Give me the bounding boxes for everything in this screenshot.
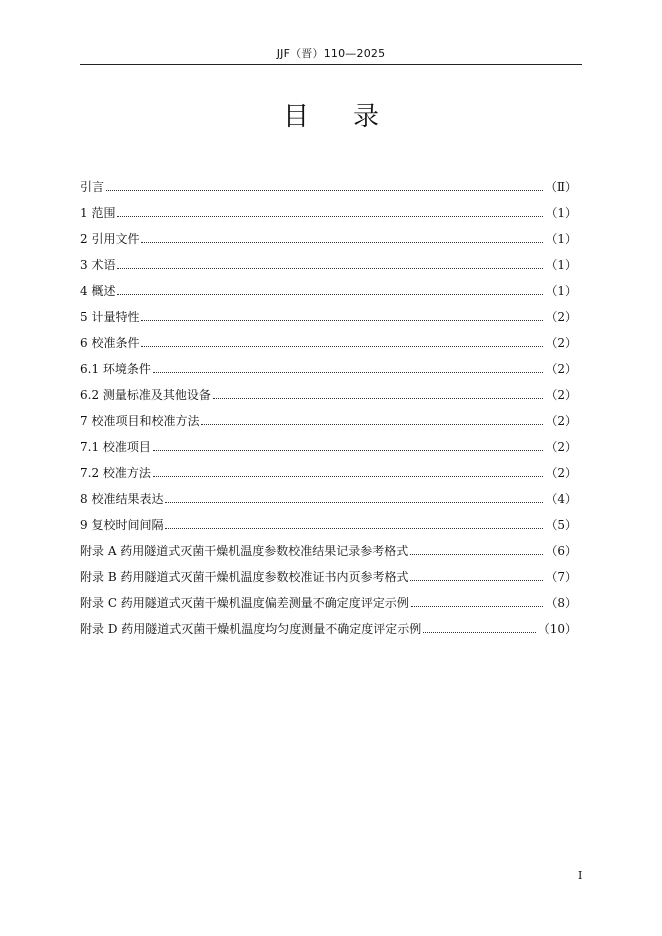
toc-entry-page: （2）: [545, 310, 577, 324]
toc-entry-page: （2）: [545, 440, 577, 454]
toc-entry-page: （1）: [545, 258, 577, 272]
toc-entry-label: 7.1 校准项目: [80, 440, 151, 454]
toc-entry-page: （2）: [545, 388, 577, 402]
toc-dot-leader: [117, 268, 543, 269]
toc-dot-leader: [410, 554, 543, 555]
toc-entry[interactable]: [80, 405, 577, 431]
toc-entry-page: （2）: [545, 336, 577, 350]
toc-entry[interactable]: [80, 197, 577, 223]
toc-entry[interactable]: [80, 561, 577, 587]
toc-entry[interactable]: [80, 535, 577, 561]
toc-entry[interactable]: [80, 353, 577, 379]
toc-entry-page: （6）: [545, 544, 577, 558]
toc-entry[interactable]: [80, 431, 577, 457]
toc-entry[interactable]: [80, 587, 577, 613]
toc-entry[interactable]: [80, 483, 577, 509]
toc-dot-leader: [153, 476, 543, 477]
toc-entry-label: 9 复校时间间隔: [80, 518, 164, 532]
toc-entry-label: 6.1 环境条件: [80, 362, 151, 376]
toc-entry[interactable]: [80, 457, 577, 483]
toc-entry-label: 6 校准条件: [80, 336, 140, 350]
page-title: 目录: [282, 102, 423, 132]
toc-entry-page: （7）: [545, 570, 577, 584]
header-rule: [80, 64, 582, 65]
toc-dot-leader: [153, 372, 543, 373]
toc-dot-leader: [213, 398, 543, 399]
toc-entry-label: 附录 A 药用隧道式灭菌干燥机温度参数校准结果记录参考格式: [80, 544, 409, 558]
toc-dot-leader: [165, 528, 543, 529]
toc-entry[interactable]: [80, 171, 577, 197]
toc-entry-label: 7 校准项目和校准方法: [80, 414, 200, 428]
toc-entry-page: （2）: [545, 466, 577, 480]
toc-entry-label: 5 计量特性: [80, 310, 140, 324]
toc-entry-page: （1）: [545, 284, 577, 298]
toc-entry-label: 引言: [80, 180, 105, 194]
toc-dot-leader: [410, 580, 543, 581]
running-header: JJF（晋）110—2025: [276, 47, 386, 60]
toc-entry-page: （Ⅱ）: [544, 180, 577, 194]
toc-dot-leader: [423, 632, 535, 633]
toc-entry[interactable]: [80, 249, 577, 275]
toc-entry-page: （8）: [545, 596, 577, 610]
toc-entry-label: 1 范围: [80, 206, 116, 220]
toc-entry[interactable]: [80, 613, 577, 639]
toc-dot-leader: [141, 346, 543, 347]
toc-entry-page: （10）: [537, 622, 577, 636]
toc-entry[interactable]: [80, 379, 577, 405]
toc-entry[interactable]: [80, 327, 577, 353]
toc-dot-leader: [141, 242, 543, 243]
toc-entry[interactable]: [80, 275, 577, 301]
toc-entry-page: （2）: [545, 414, 577, 428]
table-of-contents: [80, 171, 577, 639]
toc-entry-label: 4 概述: [80, 284, 116, 298]
toc-entry[interactable]: [80, 223, 577, 249]
toc-dot-leader: [141, 320, 543, 321]
toc-entry-page: （4）: [545, 492, 577, 506]
page-number: I: [578, 869, 583, 882]
toc-entry-label: 附录 C 药用隧道式灭菌干燥机温度偏差测量不确定度评定示例: [80, 596, 409, 610]
toc-dot-leader: [201, 424, 543, 425]
toc-entry-label: 8 校准结果表达: [80, 492, 164, 506]
toc-dot-leader: [411, 606, 544, 607]
toc-entry-page: （1）: [545, 206, 577, 220]
toc-entry-page: （5）: [545, 518, 577, 532]
toc-entry-page: （1）: [545, 232, 577, 246]
toc-entry-label: 2 引用文件: [80, 232, 140, 246]
toc-entry[interactable]: [80, 509, 577, 535]
toc-entry-label: 7.2 校准方法: [80, 466, 151, 480]
toc-entry-label: 6.2 测量标准及其他设备: [80, 388, 211, 402]
toc-dot-leader: [153, 450, 543, 451]
toc-dot-leader: [165, 502, 543, 503]
toc-entry-label: 3 术语: [80, 258, 116, 272]
toc-dot-leader: [117, 294, 543, 295]
toc-dot-leader: [106, 190, 543, 191]
toc-dot-leader: [117, 216, 543, 217]
toc-entry-label: 附录 D 药用隧道式灭菌干燥机温度均匀度测量不确定度评定示例: [80, 622, 422, 636]
toc-entry-label: 附录 B 药用隧道式灭菌干燥机温度参数校准证书内页参考格式: [80, 570, 409, 584]
toc-entry-page: （2）: [545, 362, 577, 376]
toc-entry[interactable]: [80, 301, 577, 327]
